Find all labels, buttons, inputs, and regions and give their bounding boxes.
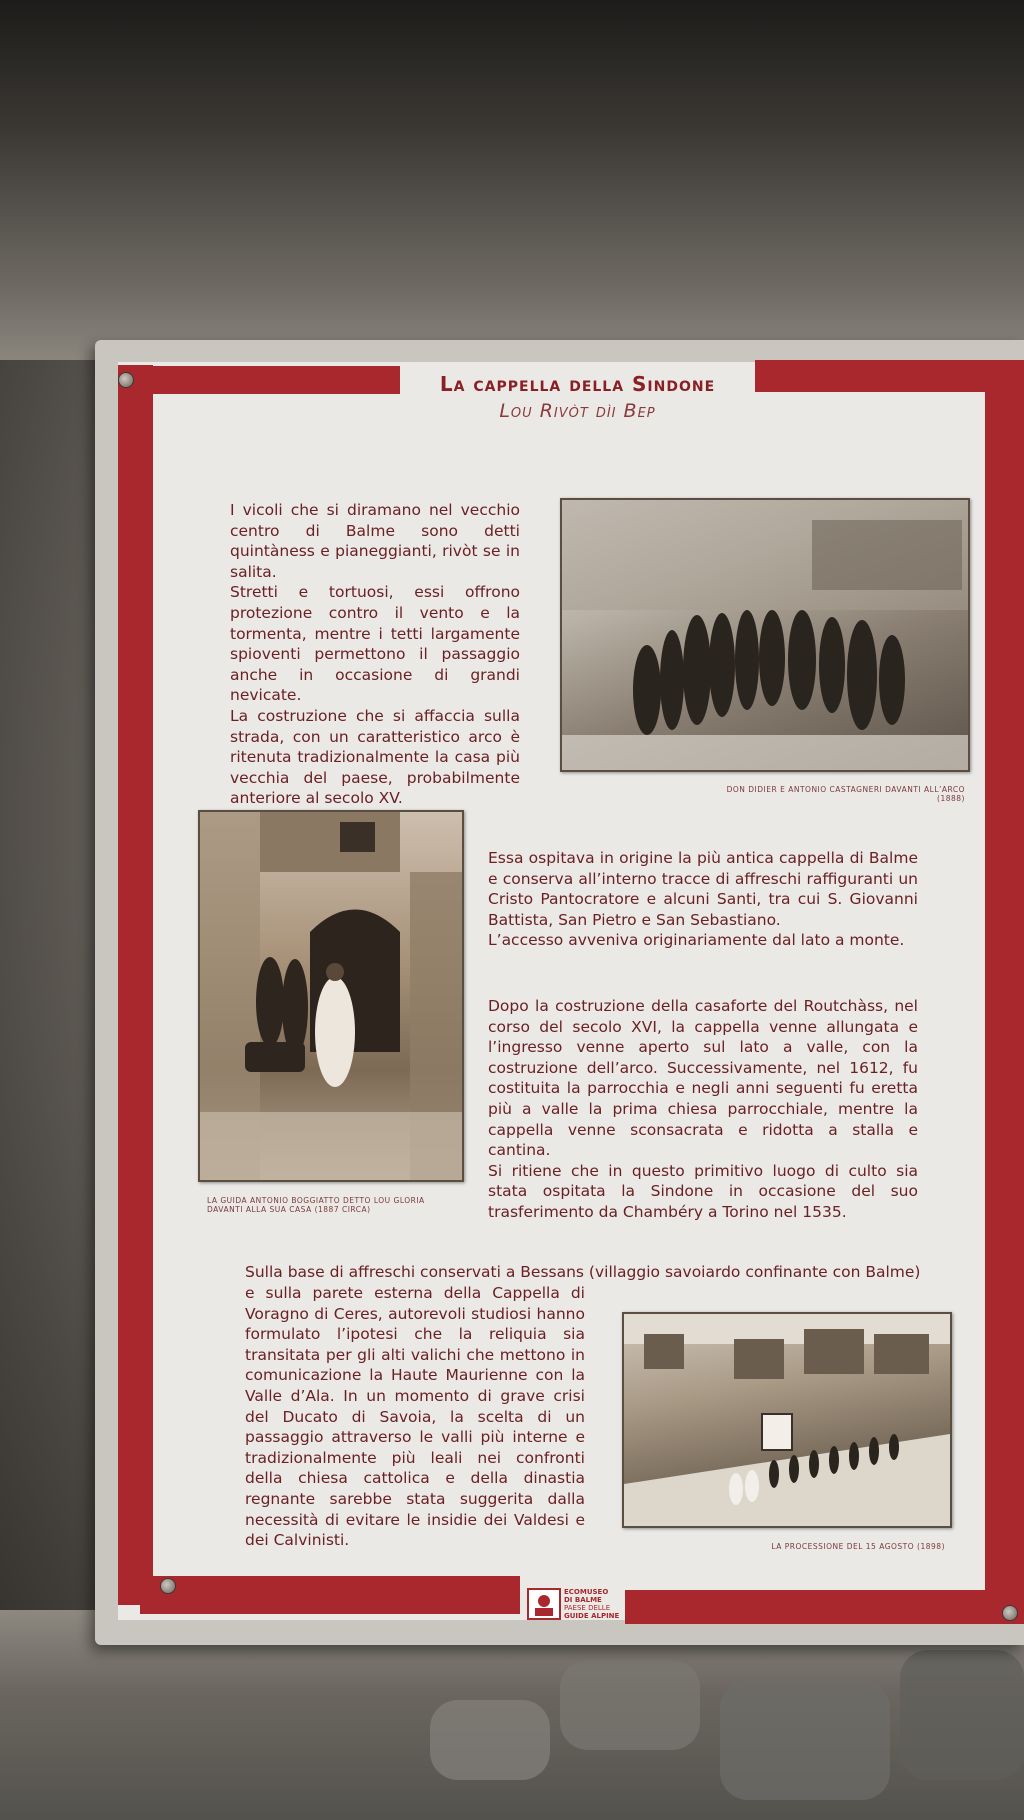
caption-photo-1: DON DIDIER E ANTONIO CASTAGNERI DAVANTI ALL’ARCO (1888)	[726, 785, 965, 803]
red-band-top-left	[140, 366, 400, 394]
caption-photo-2-line: DAVANTI ALLA SUA CASA (1887 CIRCA)	[207, 1205, 371, 1214]
ecomuseo-logo-icon	[527, 1588, 561, 1620]
paragraph-3-line: Si ritiene che in questo primitivo luogo di culto sia stata ospitata la Sindone in occasione del suo trasferimento da Chambéry a Torino nel 1535.	[488, 1161, 918, 1221]
red-border-left	[118, 365, 153, 1605]
sign-subtitle: Lou Rivòt dìi Bep	[499, 400, 656, 422]
ecomuseo-logo	[522, 1584, 622, 1622]
photo-guide-house	[198, 810, 464, 1182]
bolt	[160, 1578, 176, 1594]
paragraph-1	[230, 500, 520, 809]
paragraph-1-line: I vicoli che si diramano nel vecchio centro di Balme sono detti quintàness e pianeggianti, rivòt se in salita.	[230, 501, 520, 581]
paragraph-4: e sulla parete esterna della Cappella di Voragno di Ceres, autorevoli studiosi hanno formulato l’ipotesi che la reliquia sia transitata per gli alti valichi che mettono in comunicazione la Haute Maurienne con la Valle d’Ala. In un momento di grave crisi del Ducato di Savoia, la scelta di un passaggio attraverso le valli più interne e tradizionalmente più leali nei confronti della chiesa cattolica e della dinastia regnante sarebbe stata suggerita dalla necessità di evitare le insidie dei Valdesi e dei Calvinisti.	[245, 1284, 585, 1550]
photo-procession-arch	[560, 498, 970, 772]
wall-stone	[430, 1700, 550, 1780]
paragraph-2-line: Essa ospitava in origine la più antica cappella di Balme e conserva all’interno tracce di affreschi raffiguranti un Cristo Pantocratore e alcuni Santi, tra cui S. Giovanni Battista, San Pietro e San Sebastiano.	[488, 849, 918, 929]
red-band-bottom-right	[625, 1590, 1024, 1624]
wall-stone	[900, 1650, 1024, 1780]
bolt	[1002, 1605, 1018, 1621]
paragraph-3-line: Dopo la costruzione della casaforte del Routchàss, nel corso del secolo XVI, la cappella venne allungata e l’ingresso venne aperto sul lato a valle, con la costruzione dell’arco. Successivamente, nel 1612, fu costituita la parrocchia e negli anni seguenti fu eretta più a valle la prima chiesa parrocchiale, mentre la cappella venne sconsacrata e ridotta a stalla e cantina.	[488, 997, 918, 1160]
bolt	[118, 372, 134, 388]
logo-line: GUIDE ALPINE	[564, 1612, 620, 1620]
sign-title: La cappella della Sindone	[439, 372, 716, 396]
paragraph-1-line: Stretti e tortuosi, essi offrono protezione contro il vento e la tormenta, mentre i tetti largamente spioventi permettono il passaggio anche in occasione di grandi nevicate.	[230, 583, 520, 705]
wall-stone	[720, 1680, 890, 1800]
logo-line: PAESE DELLE	[564, 1604, 611, 1612]
paragraph-3	[488, 996, 918, 1223]
paragraph-1-line: La costruzione che si affaccia sulla strada, con un caratteristico arco è ritenuta tradizionalmente la casa più vecchia del paese, probabilmente anteriore al secolo XV.	[230, 706, 520, 808]
paragraph-2	[488, 848, 918, 951]
logo-line: ECOMUSEO	[564, 1588, 609, 1596]
caption-photo-2	[207, 1196, 467, 1214]
photo-procession-village	[622, 1312, 952, 1528]
wall-stone	[560, 1660, 700, 1750]
logo-line: DI BALME	[564, 1596, 602, 1604]
paragraph-2-line: L’accesso avveniva originariamente dal lato a monte.	[488, 931, 905, 950]
paragraph-4-intro: Sulla base di affreschi conservati a Bessans (villaggio savoiardo confinante con Balme)	[245, 1263, 921, 1281]
stone-wall-top	[0, 0, 1024, 360]
red-border-right	[985, 360, 1024, 1600]
red-band-bottom-left	[140, 1576, 520, 1614]
caption-photo-2-line: LA GUIDA ANTONIO BOGGIATTO DETTO LOU GLORIA	[207, 1196, 425, 1205]
red-band-top-right	[755, 360, 1024, 392]
ecomuseo-logo-text	[564, 1588, 619, 1620]
caption-photo-3: LA PROCESSIONE DEL 15 AGOSTO (1898)	[771, 1542, 945, 1551]
